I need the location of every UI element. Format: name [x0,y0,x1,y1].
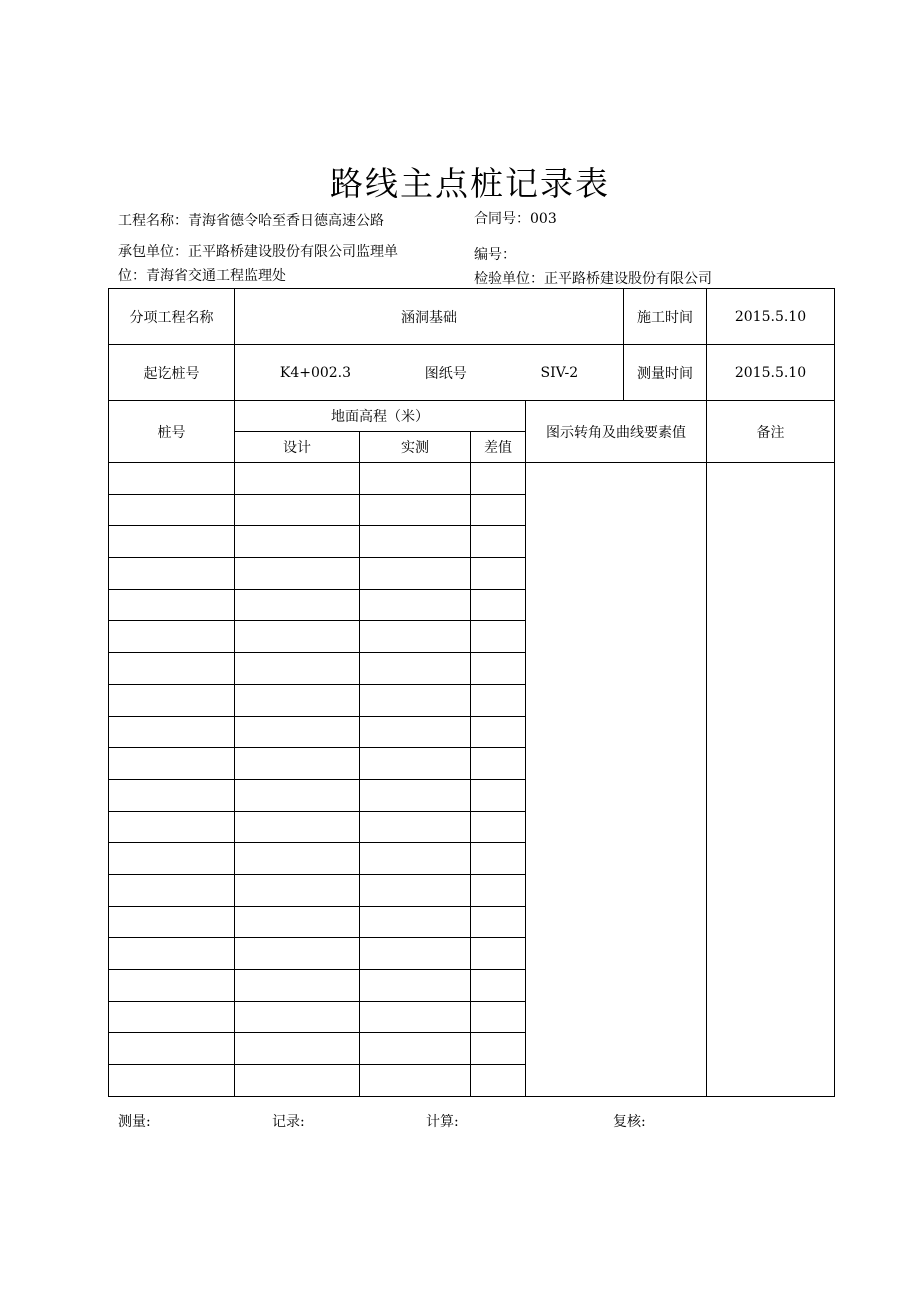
page-title: 路线主点桩记录表 [330,164,610,203]
contractor-line2: 位：青海省交通工程监理处 [118,268,286,284]
curve-elements-area [526,463,707,1097]
stake-cell [109,906,235,938]
record-table [108,288,835,1097]
stake-cell [109,684,235,716]
design-cell [235,589,360,621]
design-cell [235,1065,360,1097]
measured-cell [360,1001,471,1033]
diff-cell [471,938,526,970]
diff-cell [471,589,526,621]
measure-time-label: 测量时间 [624,345,707,401]
diff-cell [471,779,526,811]
remark-area [707,463,835,1097]
project-row [109,289,835,345]
station-value: K4+002.3 [279,364,352,381]
diff-header: 差值 [471,432,526,463]
stake-cell [109,621,235,653]
measured-cell [360,716,471,748]
measured-cell [360,653,471,685]
table-row [109,463,835,495]
measured-cell [360,874,471,906]
measured-cell [360,1065,471,1097]
design-header: 设计 [235,432,360,463]
record-signature: 记录: [272,1114,305,1130]
stake-cell [109,874,235,906]
diff-cell [471,526,526,558]
sub-project-label: 分项工程名称 [109,289,235,345]
diff-cell [471,1065,526,1097]
stake-cell [109,1065,235,1097]
diff-cell [471,653,526,685]
stake-cell [109,843,235,875]
stake-cell [109,811,235,843]
diff-cell [471,558,526,590]
stake-cell [109,589,235,621]
drawing-value: SIV-2 [540,364,579,381]
elevation-header: 地面高程（米） [235,401,526,432]
diff-cell [471,748,526,780]
diff-cell [471,1001,526,1033]
stake-cell [109,716,235,748]
measured-cell [360,811,471,843]
sub-project-value: 涵洞基础 [235,289,624,345]
diff-cell [471,1033,526,1065]
diff-cell [471,684,526,716]
measured-cell [360,621,471,653]
stake-cell [109,494,235,526]
contract-number: 合同号：003 [474,211,557,227]
measured-cell [360,526,471,558]
measured-cell [360,906,471,938]
diff-cell [471,874,526,906]
design-cell [235,970,360,1002]
measured-cell [360,589,471,621]
measured-cell [360,970,471,1002]
measured-cell [360,938,471,970]
diff-cell [471,906,526,938]
contractor-line1: 承包单位：正平路桥建设股份有限公司监理单 [118,244,398,260]
construction-time-label: 施工时间 [624,289,707,345]
design-cell [235,494,360,526]
diff-cell [471,463,526,495]
design-cell [235,779,360,811]
column-header-row [109,401,835,432]
diff-cell [471,970,526,1002]
stake-cell [109,779,235,811]
project-name: 工程名称：青海省德令哈至香日德高速公路 [118,213,384,229]
stake-cell [109,748,235,780]
design-cell [235,716,360,748]
diff-cell [471,494,526,526]
design-cell [235,811,360,843]
station-drawing-cell [235,345,624,401]
review-signature: 复核: [613,1114,646,1130]
design-cell [235,558,360,590]
construction-time-value: 2015.5.10 [707,289,835,345]
measured-header: 实测 [360,432,471,463]
station-row [109,345,835,401]
measured-cell [360,1033,471,1065]
measured-cell [360,494,471,526]
design-cell [235,1033,360,1065]
stake-header: 桩号 [109,401,235,463]
measure-time-value: 2015.5.10 [707,345,835,401]
stake-cell [109,653,235,685]
remark-header: 备注 [707,401,835,463]
design-cell [235,526,360,558]
stake-cell [109,970,235,1002]
diff-cell [471,811,526,843]
measured-cell [360,843,471,875]
design-cell [235,938,360,970]
serial-number: 编号： [474,247,516,263]
stake-cell [109,526,235,558]
design-cell [235,906,360,938]
design-cell [235,843,360,875]
design-cell [235,621,360,653]
design-cell [235,874,360,906]
diff-cell [471,621,526,653]
measured-cell [360,463,471,495]
calc-signature: 计算: [426,1114,459,1130]
diff-cell [471,716,526,748]
curve-header: 图示转角及曲线要素值 [526,401,707,463]
stake-cell [109,1001,235,1033]
design-cell [235,653,360,685]
drawing-label: 图纸号 [424,365,467,382]
stake-cell [109,938,235,970]
inspection-unit: 检验单位：正平路桥建设股份有限公司 [474,271,712,287]
measured-cell [360,779,471,811]
design-cell [235,1001,360,1033]
stake-cell [109,1033,235,1065]
measured-cell [360,748,471,780]
stake-cell [109,463,235,495]
design-cell [235,463,360,495]
station-label: 起讫桩号 [109,345,235,401]
measured-cell [360,558,471,590]
measured-cell [360,684,471,716]
design-cell [235,684,360,716]
design-cell [235,748,360,780]
survey-signature: 测量: [118,1114,151,1130]
diff-cell [471,843,526,875]
stake-cell [109,558,235,590]
